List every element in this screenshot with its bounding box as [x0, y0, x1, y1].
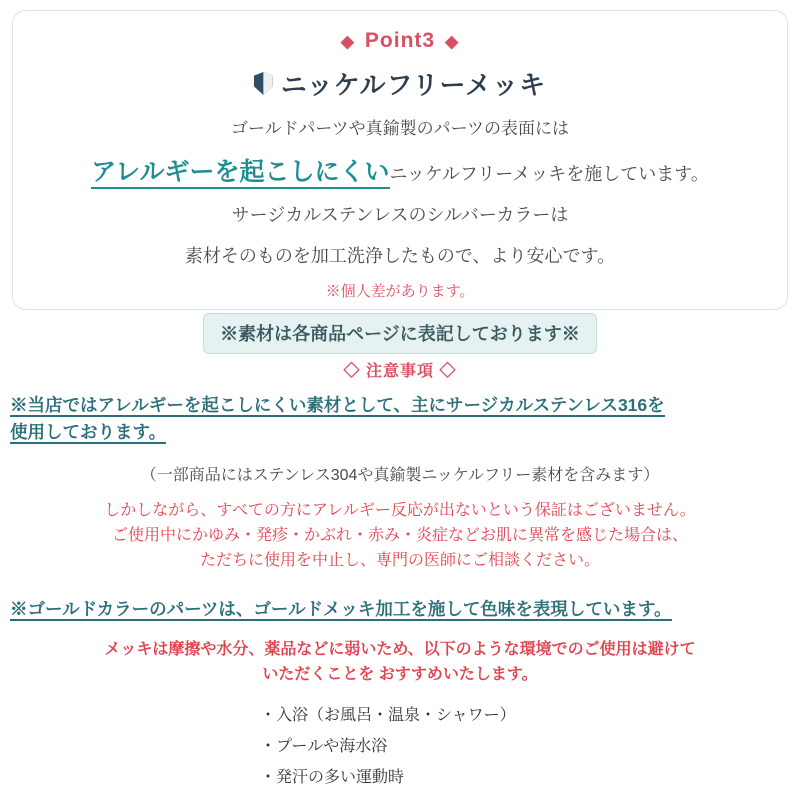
note-underline-1-line-1: ※当店ではアレルギーを起こしにくい素材として、主にサージカルステンレス316を	[10, 395, 665, 415]
list-item: ・発汗の多い運動時	[260, 769, 405, 787]
note-warning-1-line-2: ご使用中にかゆみ・発疹・かぶれ・赤み・炎症などお肌に異常を感じた場合は、	[111, 527, 688, 545]
note-warning-2-line-2: いただくことを おすすめいたします。	[262, 666, 538, 684]
point3-panel	[12, 10, 788, 344]
list-item: ・プールや海水浴	[260, 738, 388, 756]
note-warning-block-2	[10, 637, 790, 688]
panel-line-4: 素材そのものを加工洗浄したもので、より安心です。	[184, 245, 616, 266]
panel-subtitle-row	[13, 65, 787, 102]
note-warning-2-line-1: メッキは摩擦や水分、薬品などに弱いため、以下のような環境でのご使用は避けて	[104, 640, 696, 658]
note-underline-block-2	[10, 596, 790, 621]
panel-line-3: サージカルステンレスのシルバーカラーは	[231, 204, 569, 225]
list-item: ・入浴（お風呂・温泉・シャワー）	[260, 706, 516, 724]
material-notice-badge: ※素材は各商品ページに表記しております※	[203, 313, 597, 354]
note-underline-1-line-2: 使用しております。	[10, 422, 167, 443]
note-warning-1-line-1: しかしながら、すべての方にアレルギー反応が出ないという保証はございません。	[104, 502, 696, 520]
panel-line-1: ゴールドパーツや真鍮製のパーツの表面には	[231, 119, 569, 138]
avoid-list	[10, 700, 790, 794]
note-underline-block-1	[10, 392, 790, 446]
note-warning-1-line-3: ただちに使用を中止し、専門の医師にご相談ください。	[199, 551, 600, 569]
note-parenthetical: （一部商品にはステンレス304や真鍮製ニッケルフリー素材を含みます）	[140, 467, 660, 485]
highlight-tail: ニッケルフリーメッキを施しています。	[389, 163, 709, 184]
diamond-right-icon: ◆	[445, 31, 460, 51]
panel-note: ※個人差があります。	[325, 282, 475, 300]
notice-heading: ◇ 注意事項 ◇	[343, 363, 457, 380]
shield-icon	[254, 72, 273, 95]
panel-subtitle: ニッケルフリーメッキ	[280, 70, 547, 100]
notes-section	[10, 392, 790, 793]
point-label: Point3	[364, 29, 436, 52]
point-heading	[13, 29, 787, 53]
diamond-left-icon: ◆	[340, 31, 355, 51]
highlight-text: アレルギーを起こしにくい	[91, 158, 389, 189]
note-warning-block-1	[10, 499, 790, 573]
panel-highlight-row	[13, 152, 787, 188]
note-underline-2-text: ※ゴールドカラーのパーツは、ゴールドメッキ加工を施して色味を表現しています。	[10, 598, 672, 619]
